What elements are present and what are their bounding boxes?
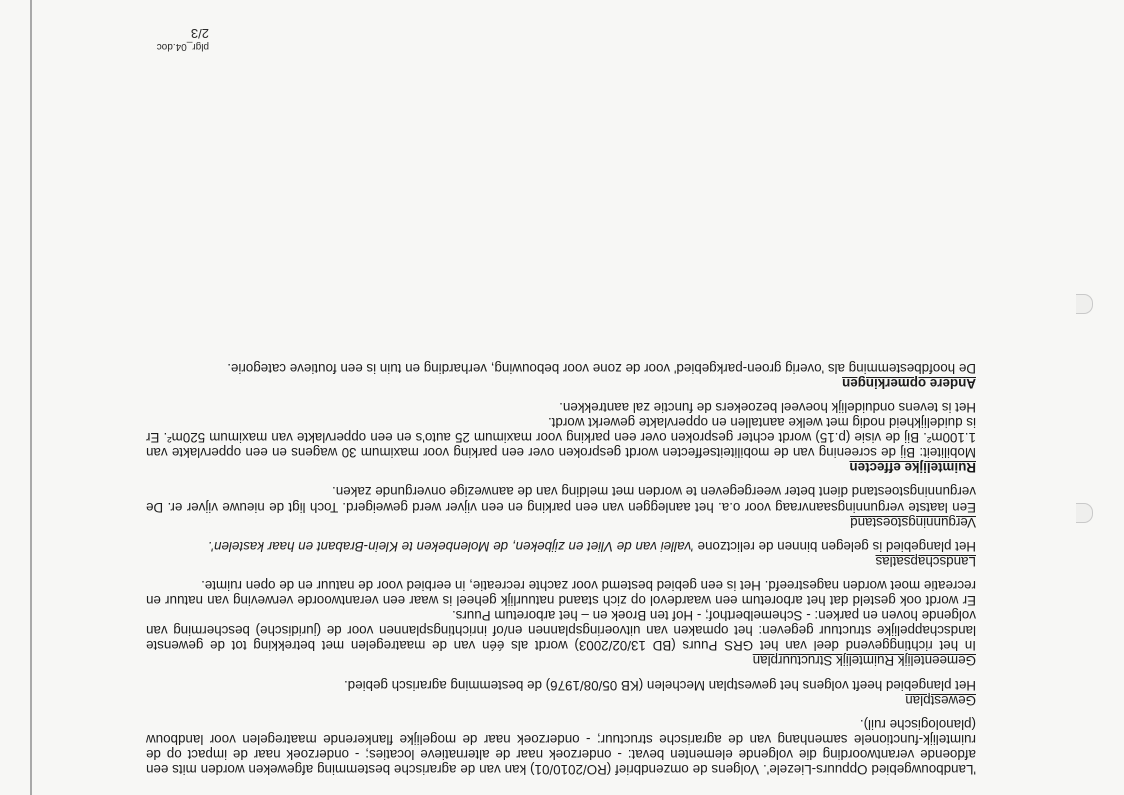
paragraph: 'Landbouwgebied Oppuurs-Liezele'. Volgens de omzendbrief (RO/2010/01) kan van de agrarische bestemming afgeweken worden mits een afdoende verantwoording die volgende elementen bevat: - onderzoek naar de alternatieve locaties; - onderzoek naar de impact op de ruimtelijk-functionele samenhang van de agrarische structuur; - onderzoek naar de mogelijke flankerende maatregelen voor landbouw (planologische ruil).	[146, 716, 976, 777]
section-heading-andere-opmerkingen: Andere opmerkingen	[842, 375, 976, 391]
document-body	[146, 361, 976, 777]
section-heading-landschapsatlas: Landschapsatlas	[875, 553, 976, 569]
section-heading-gewestplan: Gewestplan	[905, 692, 976, 708]
paragraph: Mobiliteit: Bij de screening van de mobiliteitseffecten wordt gesproken over een parking voor maximum 30 wagens en een oppervlakte van 1.100m². Bij de visie (p.15) wordt echter gesproken over een parking voor maximum 25 auto's en een oppervlakte van maximum 520m². Er is duidelijkheid nodig met welke aantallen en oppervlakte gewerkt wordt.	[146, 415, 976, 461]
paragraph: In het richtinggevend deel van het GRS Puurs (BD 13/02/2003) wordt als één van de maatregelen met betrekking tot de gewenste landschappelijke structuur gegeven: het opmaken van uitvoeringsplannen en/of inrichtingsplannen voor de (juridische) bescherming van volgende hoven en parken: - Schemelberthof; - Hof ten Broek en – het arboretum Puurs.	[146, 608, 976, 654]
relictzone-name: 'vallei van de Vliet en zijbeken, de Molenbeken te Klein-Brabant en haar kastelen'.	[207, 538, 694, 554]
page-header	[79, 27, 209, 53]
header-filename: plgr_04.doc	[156, 41, 209, 52]
paragraph: Het plangebied heeft volgens het gewestplan Mechelen (KB 05/08/1976) de bestemming agrarisch gebied.	[343, 677, 976, 693]
paragraph: Er wordt ook gesteld dat het arboretum een waardevol op zich staand natuurlijk geheel is waar een verantwoorde verweving van natuur en recreatie moet worden nagestreefd. Het is een gebied bestemd voor zachte recreatie, in eerbied voor de natuur en de open ruimte.	[146, 577, 976, 609]
paragraph: Het is tevens onduidelijk hoeveel bezoekers de functie zal aantrekken.	[559, 400, 976, 416]
section-heading-grs: Gemeentelijk Ruimtelijk Structuurplan	[752, 653, 976, 669]
section-heading-ruimtelijke-effecten: Ruimtelijke effecten	[849, 460, 976, 476]
paragraph: Een laatste vergunningsaanvraag voor o.a. het aanleggen van een parking en een vijver werd geweigerd. Toch ligt de nieuwe vijver er. De vergunningstoestand dient beter weergegeven te worden met melding van de aanwezige onvergunde zaken.	[146, 484, 976, 515]
section-heading-vergunningstoestand: Vergunningstoestand	[850, 514, 976, 530]
paragraph-text: Het plangebied is gelegen binnen de relictzone	[697, 538, 976, 554]
paragraph: De hoofdbestemming als 'overig groen-parkgebied' voor de zone voor bebouwing, verharding en tuin is een foutieve categorie.	[227, 360, 976, 376]
header-page-number: 2/3	[190, 26, 209, 41]
paragraph	[146, 539, 976, 554]
